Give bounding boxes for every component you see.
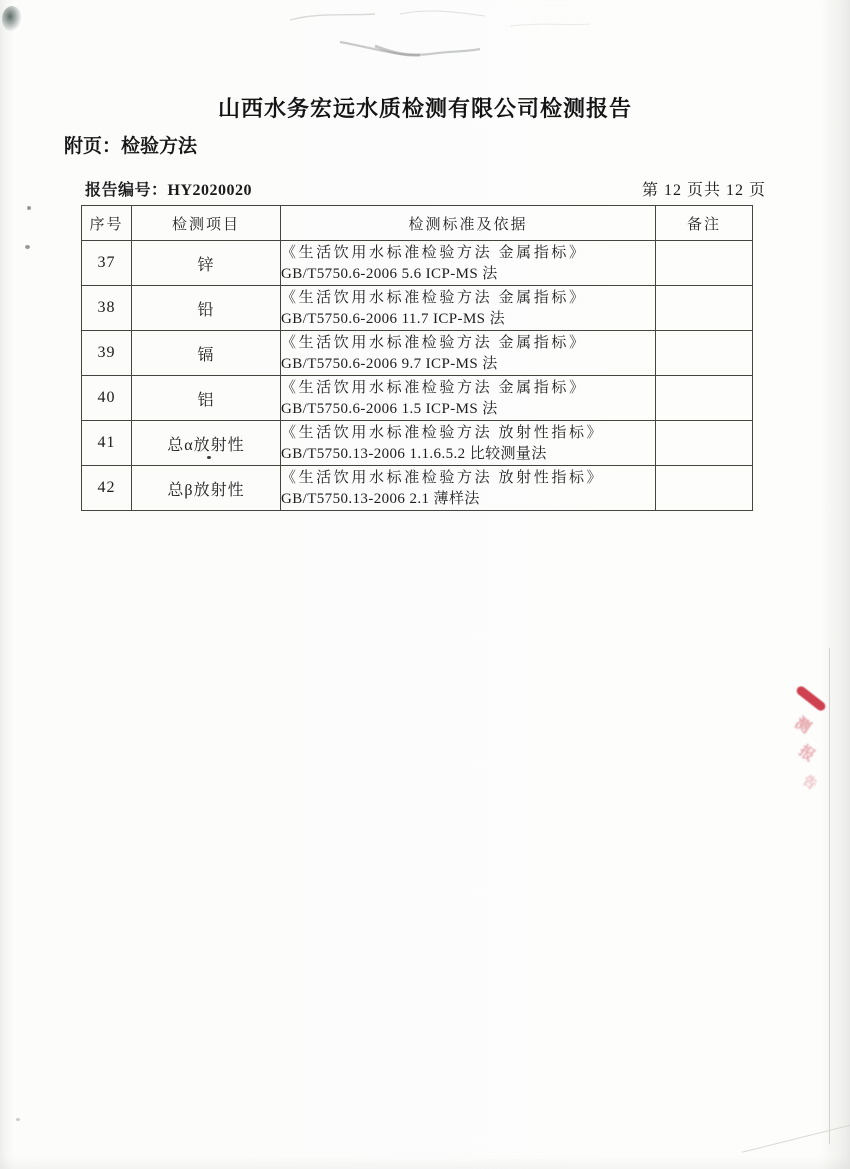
paper-bottom-edge: [742, 1120, 850, 1152]
column-header-item: 检测项目: [132, 206, 281, 241]
stamp-character: 测: [791, 714, 814, 737]
table-header-row: [82, 206, 753, 241]
table-row: [82, 376, 753, 421]
test-item-cell: 总α放射性: [132, 421, 281, 466]
table-row: [82, 241, 753, 286]
report-number-value: HY2020020: [167, 182, 253, 199]
standard-cell: [281, 466, 656, 511]
remark-cell: [656, 241, 753, 286]
standard-code: GB/T5750.13-2006 1.1.6.5.2 比较测量法: [281, 445, 547, 462]
standard-cell: [281, 331, 656, 376]
remark-cell: [656, 331, 753, 376]
report-number-label: 报告编号：: [85, 182, 168, 199]
standard-name: 《生活饮用水标准检验方法 金属指标》: [281, 334, 587, 351]
seq-number-cell: 40: [82, 376, 132, 421]
table-row: [82, 421, 753, 466]
scan-speck: [16, 1118, 20, 1121]
remark-cell: [656, 466, 753, 511]
scan-speck: [25, 245, 30, 249]
report-title: 山西水务宏远水质检测有限公司检测报告: [217, 96, 632, 121]
test-item-cell: 铅: [132, 286, 281, 331]
table-row: [82, 331, 753, 376]
column-header-standard: 检测标准及依据: [281, 206, 656, 241]
test-methods-table: [81, 205, 753, 511]
scan-corner-smudge: [2, 6, 22, 32]
seq-number-cell: 41: [82, 421, 132, 466]
table-row: [82, 466, 753, 511]
standard-code: GB/T5750.6-2006 11.7 ICP-MS 法: [281, 310, 505, 327]
standard-name: 《生活饮用水标准检验方法 金属指标》: [281, 379, 587, 396]
standard-cell: [281, 376, 656, 421]
standard-code: GB/T5750.6-2006 1.5 ICP-MS 法: [281, 400, 498, 417]
table-row: [82, 286, 753, 331]
stamp-character: 告: [800, 772, 820, 793]
standard-name: 《生活饮用水标准检验方法 放射性指标》: [281, 424, 605, 441]
standard-name: 《生活饮用水标准检验方法 金属指标》: [281, 289, 587, 306]
standard-name: 《生活饮用水标准检验方法 放射性指标》: [281, 469, 605, 486]
stamp-character: 报: [795, 742, 818, 765]
red-stamp-fragment: [790, 686, 832, 804]
standard-name: 《生活饮用水标准检验方法 金属指标》: [281, 244, 587, 261]
remark-cell: [656, 376, 753, 421]
standard-cell: [281, 241, 656, 286]
appendix-subtitle: 附页：检验方法: [64, 136, 198, 157]
ink-dot-artifact: [207, 456, 211, 459]
remark-cell: [656, 286, 753, 331]
page-indicator: 第 12 页共 12 页: [641, 182, 766, 199]
scan-speck: [27, 206, 31, 210]
pencil-smudge: [280, 2, 600, 72]
seq-number-cell: 42: [82, 466, 132, 511]
test-item-cell: 镉: [132, 331, 281, 376]
standard-cell: [281, 421, 656, 466]
standard-code: GB/T5750.6-2006 5.6 ICP-MS 法: [281, 265, 498, 282]
column-header-seq: 序号: [82, 206, 132, 241]
test-item-cell: 总β放射性: [132, 466, 281, 511]
column-header-remark: 备注: [656, 206, 753, 241]
remark-cell: [656, 421, 753, 466]
seq-number-cell: 39: [82, 331, 132, 376]
seq-number-cell: 37: [82, 241, 132, 286]
standard-code: GB/T5750.6-2006 9.7 ICP-MS 法: [281, 355, 498, 372]
test-item-cell: 锌: [132, 241, 281, 286]
seq-number-cell: 38: [82, 286, 132, 331]
test-item-cell: 铝: [132, 376, 281, 421]
standard-code: GB/T5750.13-2006 2.1 薄样法: [281, 490, 480, 507]
stamp-stroke: [795, 684, 827, 712]
standard-cell: [281, 286, 656, 331]
report-number: [85, 177, 252, 200]
